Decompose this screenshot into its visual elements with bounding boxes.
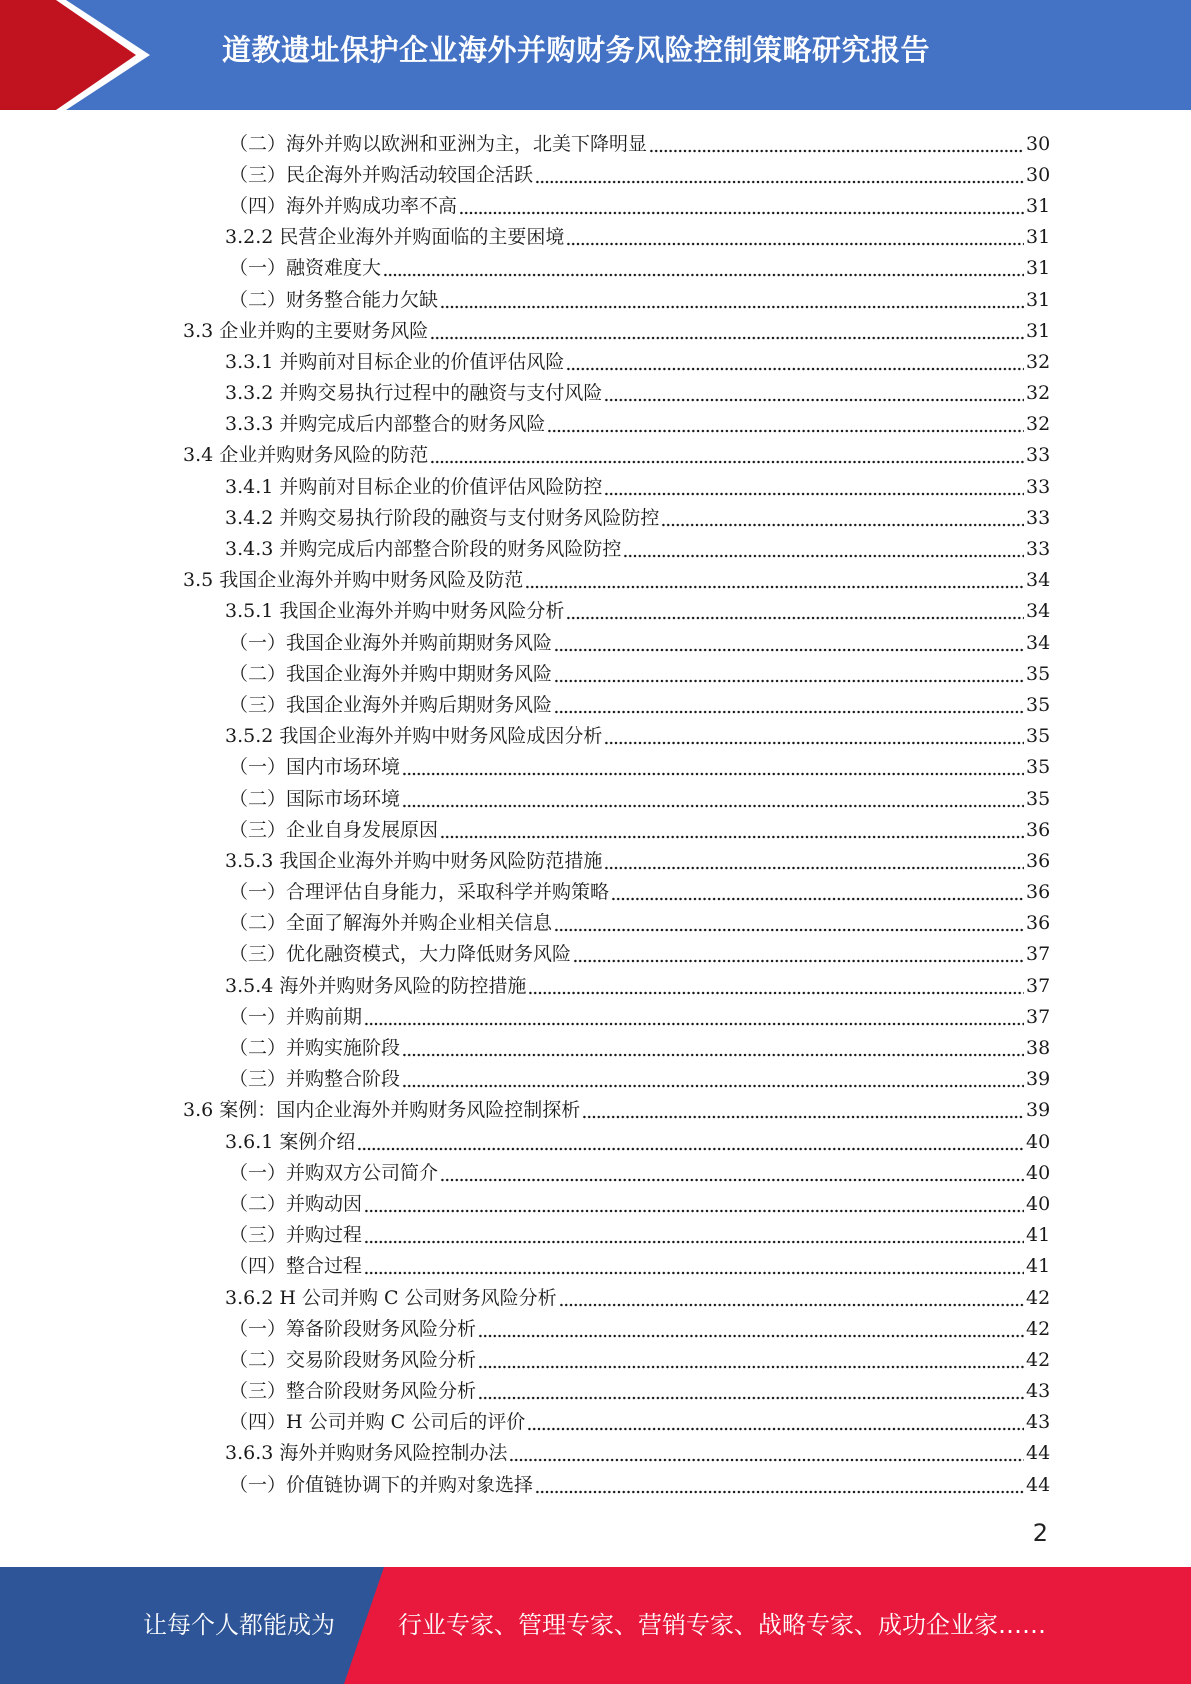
toc-entry-title: 3.3.2 并购交易执行过程中的融资与支付风险	[225, 382, 603, 405]
table-of-contents	[0, 128, 1191, 1500]
toc-entry-page: 44	[1026, 1442, 1051, 1465]
toc-entry-page: 37	[1026, 943, 1051, 966]
toc-dot-leader	[402, 1053, 1024, 1057]
toc-entry-page: 31	[1026, 319, 1051, 342]
toc-dot-leader	[440, 1178, 1024, 1182]
toc-entry-page: 30	[1026, 132, 1051, 155]
toc-dot-leader	[573, 959, 1024, 963]
toc-dot-leader	[611, 897, 1024, 901]
toc-dot-leader	[364, 1022, 1024, 1026]
toc-entry-title: （二）全面了解海外并购企业相关信息	[229, 912, 553, 935]
toc-dot-leader	[582, 1115, 1024, 1119]
toc-entry[interactable]	[0, 128, 1191, 159]
toc-entry[interactable]	[0, 877, 1191, 908]
toc-entry-page: 40	[1026, 1161, 1051, 1184]
toc-dot-leader	[547, 429, 1024, 433]
footer-slogan-right: 行业专家、管理专家、营销专家、战略专家、成功企业家……	[398, 1611, 1046, 1639]
toc-entry-page: 40	[1026, 1130, 1051, 1153]
toc-entry[interactable]	[0, 596, 1191, 627]
toc-entry[interactable]	[0, 939, 1191, 970]
toc-entry[interactable]	[0, 284, 1191, 315]
toc-entry[interactable]	[0, 1376, 1191, 1407]
toc-entry-page: 37	[1026, 1005, 1051, 1028]
toc-entry-page: 35	[1026, 756, 1051, 779]
toc-entry-title: （二）我国企业海外并购中期财务风险	[229, 662, 553, 685]
toc-entry-page: 41	[1026, 1224, 1051, 1247]
toc-entry[interactable]	[0, 1064, 1191, 1095]
toc-entry-page: 36	[1026, 818, 1051, 841]
toc-entry-page: 36	[1026, 881, 1051, 904]
toc-entry[interactable]	[0, 1157, 1191, 1188]
toc-entry-page: 42	[1026, 1286, 1051, 1309]
toc-dot-leader	[364, 1240, 1024, 1244]
toc-dot-leader	[459, 211, 1024, 215]
toc-entry-title: （三）并购过程	[229, 1224, 363, 1247]
toc-entry[interactable]	[0, 1282, 1191, 1313]
toc-entry-title: （三）整合阶段财务风险分析	[229, 1380, 477, 1403]
toc-entry-title: （一）筹备阶段财务风险分析	[229, 1317, 477, 1340]
toc-entry[interactable]	[0, 502, 1191, 533]
toc-entry-title: 3.4 企业并购财务风险的防范	[183, 444, 429, 467]
toc-entry[interactable]	[0, 1001, 1191, 1032]
toc-entry-page: 32	[1026, 350, 1051, 373]
toc-entry-title: （三）并购整合阶段	[229, 1068, 401, 1091]
toc-entry-title: （二）并购实施阶段	[229, 1037, 401, 1060]
toc-dot-leader	[478, 1396, 1024, 1400]
toc-dot-leader	[554, 928, 1024, 932]
toc-entry-page: 37	[1026, 974, 1051, 997]
toc-dot-leader	[528, 991, 1024, 995]
toc-entry-title: （四）海外并购成功率不高	[229, 194, 458, 217]
toc-dot-leader	[478, 1334, 1024, 1338]
toc-entry-title: （三）我国企业海外并购后期财务风险	[229, 693, 553, 716]
toc-entry-page: 40	[1026, 1192, 1051, 1215]
toc-entry[interactable]	[0, 190, 1191, 221]
toc-entry-title: （二）财务整合能力欠缺	[229, 288, 439, 311]
toc-entry-page: 30	[1026, 163, 1051, 186]
toc-entry[interactable]	[0, 253, 1191, 284]
toc-entry[interactable]	[0, 471, 1191, 502]
toc-entry-page: 32	[1026, 413, 1051, 436]
toc-entry[interactable]	[0, 908, 1191, 939]
toc-entry-title: （一）融资难度大	[229, 257, 382, 280]
toc-dot-leader	[604, 492, 1024, 496]
toc-entry[interactable]	[0, 752, 1191, 783]
toc-entry-page: 31	[1026, 257, 1051, 280]
toc-dot-leader	[661, 523, 1024, 527]
toc-dot-leader	[554, 648, 1024, 652]
toc-entry-title: （二）海外并购以欧洲和亚洲为主，北美下降明显	[229, 132, 648, 155]
toc-entry[interactable]	[0, 533, 1191, 564]
toc-dot-leader	[509, 1458, 1024, 1462]
toc-dot-leader	[478, 1365, 1024, 1369]
toc-entry-title: 3.5 我国企业海外并购中财务风险及防范	[183, 569, 524, 592]
toc-entry-page: 44	[1026, 1473, 1051, 1496]
toc-dot-leader	[440, 835, 1024, 839]
toc-dot-leader	[402, 1084, 1024, 1088]
toc-dot-leader	[566, 616, 1024, 620]
toc-entry[interactable]	[0, 783, 1191, 814]
toc-entry-title: 3.5.3 我国企业海外并购中财务风险防范措施	[225, 849, 603, 872]
toc-entry-page: 31	[1026, 194, 1051, 217]
toc-entry-title: 3.5.1 我国企业海外并购中财务风险分析	[225, 600, 565, 623]
toc-dot-leader	[604, 398, 1024, 402]
toc-entry-title: （三）企业自身发展原因	[229, 818, 439, 841]
toc-entry[interactable]	[0, 409, 1191, 440]
toc-dot-leader	[559, 1303, 1024, 1307]
toc-dot-leader	[357, 1147, 1024, 1151]
toc-dot-leader	[535, 180, 1024, 184]
toc-dot-leader	[535, 1490, 1024, 1494]
toc-entry[interactable]	[0, 378, 1191, 409]
toc-entry-title: 3.6.3 海外并购财务风险控制办法	[225, 1442, 508, 1465]
toc-entry-page: 36	[1026, 912, 1051, 935]
toc-entry-title: 3.6.1 案例介绍	[225, 1130, 356, 1153]
toc-entry-page: 39	[1026, 1099, 1051, 1122]
toc-entry-title: 3.4.3 并购完成后内部整合阶段的财务风险防控	[225, 538, 622, 561]
toc-entry[interactable]	[0, 222, 1191, 253]
toc-entry-page: 33	[1026, 475, 1051, 498]
page-header	[0, 0, 1191, 110]
toc-entry[interactable]	[0, 565, 1191, 596]
toc-entry-page: 34	[1026, 631, 1051, 654]
toc-entry[interactable]	[0, 440, 1191, 471]
toc-dot-leader	[604, 741, 1024, 745]
toc-entry-title: 3.6 案例：国内企业海外并购财务风险控制探析	[183, 1099, 581, 1122]
toc-dot-leader	[623, 554, 1024, 558]
toc-entry-page: 32	[1026, 382, 1051, 405]
toc-entry-title: （二）交易阶段财务风险分析	[229, 1348, 477, 1371]
toc-dot-leader	[402, 772, 1024, 776]
toc-entry[interactable]	[0, 1188, 1191, 1219]
toc-dot-leader	[525, 585, 1024, 589]
toc-entry[interactable]	[0, 970, 1191, 1001]
toc-entry-page: 42	[1026, 1317, 1051, 1340]
toc-entry-page: 43	[1026, 1411, 1051, 1434]
toc-entry-title: 3.5.4 海外并购财务风险的防控措施	[225, 974, 527, 997]
toc-entry-title: 3.6.2 H 公司并购 C 公司财务风险分析	[225, 1286, 557, 1309]
toc-entry-page: 39	[1026, 1068, 1051, 1091]
toc-entry[interactable]	[0, 1313, 1191, 1344]
toc-entry[interactable]	[0, 1220, 1191, 1251]
toc-entry[interactable]	[0, 1032, 1191, 1063]
toc-entry[interactable]	[0, 346, 1191, 377]
toc-entry[interactable]	[0, 1251, 1191, 1282]
toc-dot-leader	[364, 1271, 1024, 1275]
toc-entry[interactable]	[0, 845, 1191, 876]
toc-entry-page: 42	[1026, 1348, 1051, 1371]
toc-dot-leader	[364, 1209, 1024, 1213]
footer-slogan-left: 让每个人都能成为	[143, 1611, 335, 1639]
toc-dot-leader	[430, 336, 1024, 340]
page-footer	[0, 1567, 1191, 1684]
toc-entry-page: 34	[1026, 569, 1051, 592]
toc-entry-page: 36	[1026, 849, 1051, 872]
toc-entry-page: 35	[1026, 725, 1051, 748]
toc-dot-leader	[440, 305, 1024, 309]
toc-dot-leader	[566, 367, 1024, 371]
toc-dot-leader	[566, 242, 1024, 246]
toc-entry-page: 43	[1026, 1380, 1051, 1403]
toc-entry-title: 3.3.1 并购前对目标企业的价值评估风险	[225, 350, 565, 373]
toc-entry-page: 33	[1026, 444, 1051, 467]
toc-entry-page: 35	[1026, 693, 1051, 716]
toc-dot-leader	[604, 866, 1024, 870]
toc-entry[interactable]	[0, 689, 1191, 720]
toc-entry[interactable]	[0, 1126, 1191, 1157]
toc-entry-title: 3.5.2 我国企业海外并购中财务风险成因分析	[225, 725, 603, 748]
toc-entry-page: 35	[1026, 787, 1051, 810]
toc-entry[interactable]	[0, 1344, 1191, 1375]
toc-entry[interactable]	[0, 1438, 1191, 1469]
toc-dot-leader	[383, 273, 1024, 277]
toc-entry-title: （一）并购前期	[229, 1005, 363, 1028]
toc-entry-title: （一）合理评估自身能力，采取科学并购策略	[229, 881, 610, 904]
toc-entry-page: 41	[1026, 1255, 1051, 1278]
toc-entry[interactable]	[0, 159, 1191, 190]
toc-entry-title: （四）整合过程	[229, 1255, 363, 1278]
toc-entry-page: 31	[1026, 288, 1051, 311]
toc-entry-title: （一）并购双方公司简介	[229, 1161, 439, 1184]
toc-dot-leader	[527, 1427, 1024, 1431]
toc-entry[interactable]	[0, 1095, 1191, 1126]
toc-entry-title: 3.2.2 民营企业海外并购面临的主要困境	[225, 226, 565, 249]
toc-dot-leader	[649, 149, 1024, 153]
toc-entry[interactable]	[0, 1469, 1191, 1500]
toc-entry-title: （一）国内市场环境	[229, 756, 401, 779]
toc-entry-page: 33	[1026, 506, 1051, 529]
toc-entry[interactable]	[0, 721, 1191, 752]
toc-entry-title: （三）优化融资模式，大力降低财务风险	[229, 943, 572, 966]
toc-entry-title: （一）价值链协调下的并购对象选择	[229, 1473, 534, 1496]
toc-entry-title: （二）国际市场环境	[229, 787, 401, 810]
toc-entry[interactable]	[0, 1407, 1191, 1438]
page-number: 2	[1032, 1519, 1048, 1547]
toc-entry-page: 33	[1026, 538, 1051, 561]
toc-entry-title: 3.3 企业并购的主要财务风险	[183, 319, 429, 342]
toc-entry-title: （二）并购动因	[229, 1192, 363, 1215]
toc-dot-leader	[554, 710, 1024, 714]
toc-entry-page: 38	[1026, 1037, 1051, 1060]
toc-entry-title: 3.4.2 并购交易执行阶段的融资与支付财务风险防控	[225, 506, 660, 529]
toc-entry[interactable]	[0, 658, 1191, 689]
toc-entry-page: 35	[1026, 662, 1051, 685]
toc-entry-page: 31	[1026, 226, 1051, 249]
toc-entry-title: （一）我国企业海外并购前期财务风险	[229, 631, 553, 654]
toc-entry-title: 3.4.1 并购前对目标企业的价值评估风险防控	[225, 475, 603, 498]
toc-dot-leader	[430, 460, 1024, 464]
toc-entry-title: 3.3.3 并购完成后内部整合的财务风险	[225, 413, 546, 436]
toc-dot-leader	[402, 804, 1024, 808]
toc-entry-page: 34	[1026, 600, 1051, 623]
toc-entry-title: （四）H 公司并购 C 公司后的评价	[229, 1411, 526, 1434]
report-title: 道教遗址保护企业海外并购财务风险控制策略研究报告	[222, 33, 931, 67]
toc-entry[interactable]	[0, 315, 1191, 346]
toc-dot-leader	[554, 679, 1024, 683]
toc-entry[interactable]	[0, 814, 1191, 845]
toc-entry-title: （三）民企海外并购活动较国企活跃	[229, 163, 534, 186]
toc-entry[interactable]	[0, 627, 1191, 658]
